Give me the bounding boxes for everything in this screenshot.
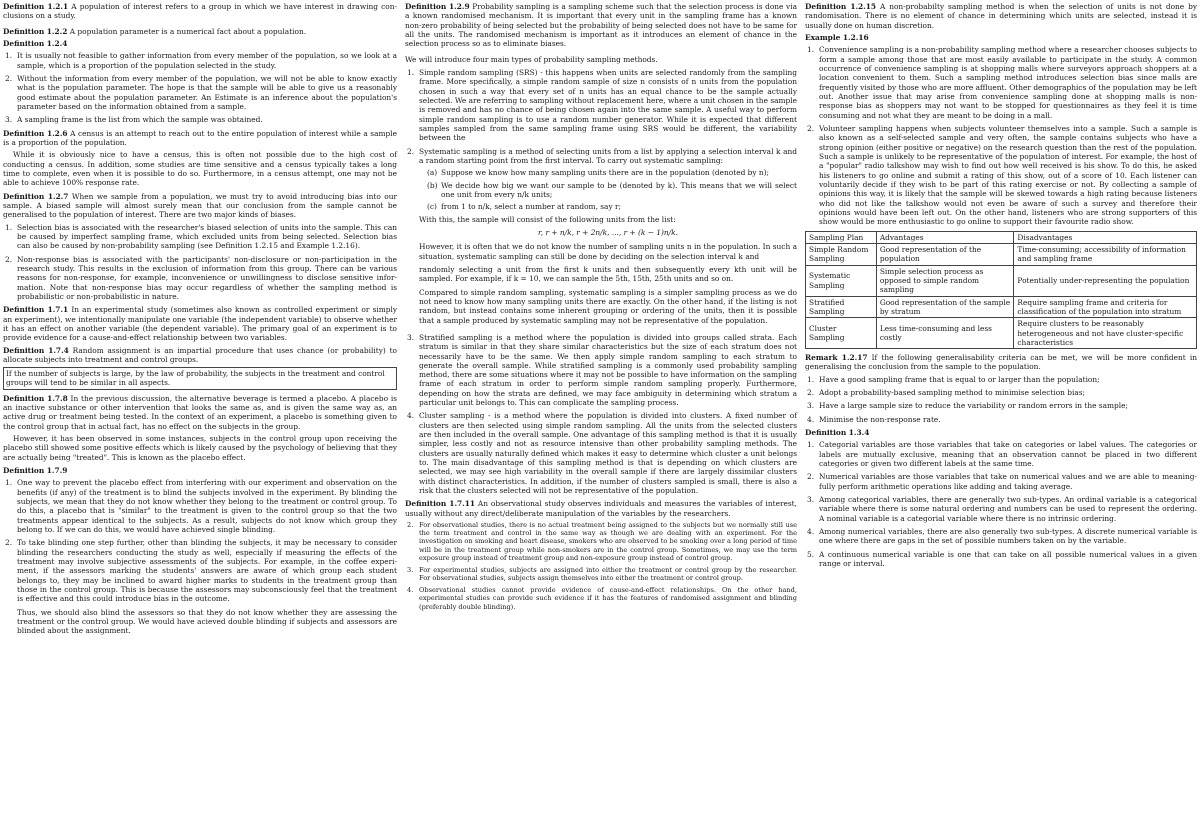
formula-sample-units: r, r + n/k, r + 2n/k, ..., r + (k − 1)n/k.: [538, 227, 678, 237]
table-cell: Potentially under-representing the population: [1014, 265, 1197, 296]
list-item: 4. Among numerical variables, there are also generally two sub-types. A discrete numerical variable is one where there are gaps in the set of possible numbers taken on by the variable.: [807, 527, 1197, 546]
list-item: 1. Simple random sampling (SRS) - this happens when units are selected randomly from the sampling frame. More specifically, a simple random sample of size n consists of n units from the population chosen in such a way that every set of n units has an equal chance to be the sample actually selected. We are referring to sampling without replacement here, where a unit chosen in the sample is removed and has no chance of being chosen again into the same sample. A useful way to perform simple random sampling is to use a random number generator. While it is expected that different samples sampled from the same sampling frame using SRS would be different, the variability between the: [407, 67, 797, 143]
table-row: [806, 243, 1197, 265]
table-row: [806, 318, 1197, 349]
list-item: 2. Without the information from every member of the population, we will not be able to know exactly what is the population parameter. The hope is that the sample will be able to give us a reasonably good estimate about the population parameter. An Estimate is an inference about the population's parameter based on the information obtained from a sample.: [5, 73, 397, 111]
paragraph-double-blinding: Thus, we should also blind the assessors so that they do not know whether they are assessing the treatment or the control group. We would have acieved double blinding if subjects and assessors are blinded about the assignment.: [17, 607, 397, 636]
list-item: 3. Among categorical variables, there are generally two sub-types. An ordinal variable is a categorical variable where there is some natural ordering and numbers can be used to represent the ordering. A nominal variable is a categorial variable where there is no intrinsic ordering.: [807, 495, 1197, 523]
list-item: 1. Convenience sampling is a non-probability sampling method where a researcher chooses subjects to form a sample among those that are most easily available to participate in the study. A common occurrence of convenience sampling is at shopping malls where surveyors approach shoppers at a location convenient to them. Such a sampling method introduces selection bias since malls are frequently visited by those who are more affluent. Other demographics of the population may be left out. Another issue that may arise from convenience sampling done at shopping malls is non-response bias as shoppers may not want to be stopped for questionnaires as they feel it is time consuming and not what they are meant to be doing in a mall.: [807, 45, 1197, 120]
sampling-plans-table: [805, 231, 1197, 350]
list-item: 3. Stratified sampling is a method where the population is divided into groups called strata. Each stratum is similar in that they share similar characteristics but the size of each stratum does not necessarily have to be the same. We then apply simple random sampling to each stratum to generate the overall sample. While stratified sampling is a commonly used probability sampling method, there are some situations where it may not be possible to have information on the sampling frame of each stratum in order to perform simple random sampling properly. Furthermore, depending on how the strata are defined, we may face ambiguity in determining which stratum a particular unit belongs to. This can complicate the sampling process.: [407, 332, 797, 408]
column-middle: [403, 2, 803, 831]
table-cell: Good representation of the population: [876, 243, 1014, 265]
boxed-note: If the number of subjects is large, by the law of probability, the subjects in the treatment and control groups will tend to be similar in all aspects.: [3, 367, 397, 390]
definition-1-3-4: Definition 1.3.4: [805, 428, 870, 438]
list-item: 1. Categorial variables are those variables that take on categories or label values. The categories or labels are mutually exclusive, meaning that an observation cannot be placed in two different categories or given two different labels at the same time.: [807, 440, 1197, 469]
list-item: 2. Systematic sampling is a method of selecting units from a list by applying a selection interval k and a random starting point from the first interval. To carry out systematic sampling: (a) Suppose we know how many sampling units there are in the population (denoted by n); (b) We decide how big we want our sample to be (denoted by k). This means that we will select one unit from every n/k units; (c) from 1 to n/k, select a number at random, say r; With this, the sample will consist of the following units from the list: r, r + n/k, r + 2n/k, ..., r + (k − 1)n/k. However, it is often that we do not know the number of sampling units n in the population. In such a situation, systematic sampling can still be done by deciding on the selection interval k and randomly selecting a unit from the first k units and then subsequently every kth unit will be sampled. For example, if k = 10, we can sample the 5th, 15th, 25th units and so on. Compared to simple random sampling, systematic sampling is a simpler sampling process as we do not need to know how many sampling units there are exactly. On the other hand, if the listing is not random, but instead contains some inherent grouping or ordering of the units, then it is possible that a sample produced by systematic sampling may not be representative of the population.: [407, 146, 797, 325]
table-cell: Stratified Sampling: [806, 296, 877, 318]
table-cell: Cluster Sampling: [806, 318, 877, 349]
definition-1-2-6: Definition 1.2.6 A census is an attempt to reach out to the entire population of interest while a sample is a proportion of the population.: [3, 128, 397, 147]
list-item: 4. Cluster sampling - is a method where the population is divided into clusters. A fixed number of clusters are then selected using simple random sampling. All the units from the selected clusters are then included in the overall sample. One advantage of this sampling method is that it is usually simpler, less costly and not as resource intensive than other probability sampling methods. The clusters are usually naturally defined which makes it easy to determine which cluster a unit belongs to. The main disadvantage of this sampling method is that is depending on which clusters are selected, we may see high variability in the overall sample if there are largely dissimilar clusters with distinct characteristics. In addition, if the number of clusters sampled is small, there is also a risk that the clusters selected will not be representative of the population.: [407, 411, 797, 496]
definition-1-3-4-list: [805, 440, 1197, 568]
definition-1-2-9: Definition 1.2.9 Probability sampling is a sampling scheme such that the selection process is done via a known randomised mechanism. It is important that every unit in the sampling frame has a known non-zero probability of being selected but the probability of being selected does not have to be same for all the units. The randomised mechanism is important as it introduces an element of chance in the selection process so as to eliminate biases.: [405, 2, 797, 49]
definition-1-7-4: Definition 1.7.4 Random assignment is an impartial procedure that uses chance (or probability) to allocate subjects into treatment and control groups.: [3, 345, 397, 364]
definition-1-7-11-list: [405, 521, 797, 611]
table-header-row: [806, 231, 1197, 243]
list-item: 3. A sampling frame is the list from which the sample was obtained.: [5, 115, 263, 125]
list-item: (c) from 1 to n/k, select a number at random, say r;: [427, 202, 622, 212]
list-item: 1. One way to prevent the placebo effect from interfering with our experiment and observation on the benefits (if any) of the treatment is to blind the subjects involved in the experiment. By blinding the subjects, we mean that they do not know whether they belong to the treatment or control group. To do this, a placebo that is "similar" to the treatment is given to the control group so that the two treatments appear identical to the subjects. As a result, subjects do not know which group they belong to. If we can do this, we would have achieved single blinding.: [5, 478, 397, 535]
systematic-steps-list: [425, 168, 797, 211]
definition-1-2-4-list: [3, 51, 397, 124]
sampling-methods-list: [405, 68, 797, 495]
table-row: [806, 265, 1197, 296]
list-item: 2. Volunteer sampling happens when subjects volunteer themselves into a sample. Such a sample is also known as a self-selected sample and very often, the sample contains subjects who have a strong opinion (either positive or negative) on the research question than the rest of the population. Such a sample is unlikely to be representative of the population of interest. For example, the host of a "popular" radio talkshow may wish to find out how well received is his show. To do this, he asked his listeners to go online and submit a rating of this show, out of a score of 10. Each listener can voluntarily decide if they wish to be part of this rating exercise or not. By collecting a sample of opinions this way, it is likely that the sample will be skewed towards a high rating because listeners who did not like the talkshow would not even be aware of such a survey and therefore their opinions would have been left out. On the other hand, listeners who are strong supporters of this show would be more enthusiastic to go online to support their favourite radio show.: [807, 123, 1197, 227]
list-item: 2. For observational studies, there is no actual treatment being assigned to the subjects but we normally still use the term treatment and control in the same way as though we are dealing with an experiment. For the investigation on smoking and heart disease, smokers who are observed to be smoking over a long period of time will be in the treatment group while non-smokers are in the control group. Sometimes, we may use the term exposure group instead of treatment group and non-exposure group instead of control group.: [407, 521, 797, 562]
column-right: [803, 2, 1197, 831]
definition-1-7-8: Definition 1.7.8 In the previous discussion, the alternative beverage is termed a placebo. A placebo is an inactive substance or other intervention that looks the same as, and is given the same way as, an active drug or treatment being tested. In the context of an experiment, a placebo is something given to the control group that in actual fact, has no effect on the subjects in the group.: [3, 393, 397, 431]
definition-1-2-7-list: [3, 223, 397, 302]
definition-1-2-1: Definition 1.2.1 A population of interest refers to a group in which we have interest in drawing con- clusions on a study.: [3, 2, 397, 21]
table-cell: Time-consuming; accessibility of information and sampling frame: [1014, 243, 1197, 265]
list-item: 2. Adopt a probability-based sampling method to minimise selection bias;: [807, 388, 1086, 398]
list-item: 4. Observational studies cannot provide evidence of cause-and-effect relationships. On the other hand, experimental studies can provide such evidence if it has the features of randomised assignment and blinding (preferably double blinding).: [407, 586, 797, 611]
column-left: [3, 2, 403, 831]
definition-1-7-11: Definition 1.7.11 An observational study observes individuals and measures the variables of interest, usually without any direct/deliberate manipulation of the variables by the researchers.: [405, 499, 797, 518]
table-cell: Require sampling frame and criteria for classification of the population into stratum: [1014, 296, 1197, 318]
list-item: 2. Numerical variables are those variables that take on numerical values and we are able to meaning- fully perform arithmetic operations like adding and taking average.: [807, 472, 1197, 491]
list-item: 2. To take blinding one step further, other than blinding the subjects, it may be necessary to consider blinding the researchers conducting the study as well, especially if measuring the effects of the treatment may involve subjective assessments of the subjects. For example, in the coffee experi- ment, if the assessors marking the students' answers are aware of which group each student belongs to, they may be inclined to award higher marks to students in the treatment group than those in the control group. This is because the assessors may subconsciously feel that the treatment is effective and this could introduce bias in the outcome.: [5, 538, 397, 604]
table-header-cell: Sampling Plan: [806, 231, 877, 243]
remark-1-2-17: Remark 1.2.17 If the following generalisability criteria can be met, we will be more confident in generalising the conclusion from the sample to the population.: [805, 353, 1197, 372]
paragraph-census: While it is obviously nice to have a census, this is often not possible due to the high cost of conducting a census. In addition, some studies are time sensitive and a census typically takes a long time to complete, even when it is possible to do so. Furthermore, in a census attempt, one may not be able to achieve 100% response rate.: [3, 150, 397, 188]
table-header-cell: Advantages: [876, 231, 1014, 243]
table-cell: Require clusters to be reasonably heterogeneous and not have cluster-specific characteristics: [1014, 318, 1197, 349]
paragraph-placebo-effect: However, it has been observed in some instances, subjects in the control group upon receiving the placebo still showed some positive effects which is likely caused by the psychology of believing that they are actually being "treated". This is known as the placebo effect.: [3, 434, 397, 462]
list-item: 1. It is usually not feasible to gather information from every member of the population, so we look at a sample, which is a proportion of the population selected in the study.: [5, 51, 397, 70]
table-row: [806, 296, 1197, 318]
table-cell: Systematic Sampling: [806, 265, 877, 296]
definition-1-2-15: Definition 1.2.15 A non-probabilty sampling method is when the selection of units is not done by randomisation. There is no element of chance in determining which units are selected, instead it is usually done on human discretion.: [805, 2, 1197, 30]
definition-1-2-7: Definition 1.2.7 When we sample from a population, we must try to avoid introducing bias into our sample. A biased sample will almost surely mean that our conclusion from the sample cannot be generalised to the population of interest. There are two major kinds of biases.: [3, 191, 397, 220]
table-cell: Less time-consuming and less costly: [876, 318, 1014, 349]
paragraph-intro-methods: We will introduce four main types of probability sampling methods.: [405, 54, 658, 64]
definition-1-7-9-list: [3, 478, 397, 603]
list-item: (a) Suppose we know how many sampling units there are in the population (denoted by n);: [427, 168, 770, 178]
table-cell: Simple selection process as opposed to simple random sampling: [876, 265, 1014, 296]
table-cell: Good representation of the sample by stratum: [876, 296, 1014, 318]
list-item: 2. Non-response bias is associated with the participants' non-disclosure or non-participation in the research study. This results in the exclusion of information from this group. There can be various reasons for non-response, for example, inconvenience or unwillingness to disclose sensitive infor- mation. Note that non-response bias may occur regardless of whether the sampling method is probabilistic or non-probabilistic in nature.: [5, 254, 397, 301]
list-item: (b) We decide how big we want our sample to be (denoted by k). This means that we will select one unit from every n/k units;: [427, 180, 797, 199]
list-item: 3. For experimental studies, subjects are assigned into either the treatment or control group by the researcher. For observational studies, subjects assign themselves into either the treatment or control group.: [407, 565, 797, 583]
table-cell: Simple Random Sampling: [806, 243, 877, 265]
table-header-cell: Disadvantages: [1014, 231, 1197, 243]
definition-1-7-9: Definition 1.7.9: [3, 466, 68, 476]
list-item: 1. Have a good sampling frame that is equal to or larger than the population;: [807, 374, 1100, 384]
definition-1-7-1: Definition 1.7.1 In an experimental study (sometimes also known as controlled experiment or simply an experiment), we intentionally manipulate one variable (the independent variable) to observe whether it has an effect on another variable (the dependent variable). The primary goal of an experiment is to provide evidence for a cause-and-effect relationship between two variables.: [3, 305, 397, 343]
list-item: 4. Minimise the non-response rate.: [807, 414, 941, 424]
list-item: 3. Have a large sample size to reduce the variability or random errors in the sample;: [807, 401, 1128, 411]
example-1-2-16-list: [805, 45, 1197, 226]
list-item: 5. A continuous numerical variable is one that can take on all possible numerical values in a given range or interval.: [807, 549, 1197, 569]
list-item: 1. Selection bias is associated with the researcher's biased selection of units into the sample. This can be caused by imperfect sampling frame, which excluded units from being selected. Selection bias can also be caused by non-probability sampling (see Definition 1.2.15 and Example 1.2.16).: [5, 222, 397, 251]
definition-1-2-4: Definition 1.2.4: [3, 38, 68, 48]
remark-1-2-17-list: [805, 375, 1197, 424]
definition-1-2-2: Definition 1.2.2 A population parameter is a numerical fact about a population.: [3, 26, 307, 36]
example-1-2-16: Example 1.2.16: [805, 32, 869, 42]
